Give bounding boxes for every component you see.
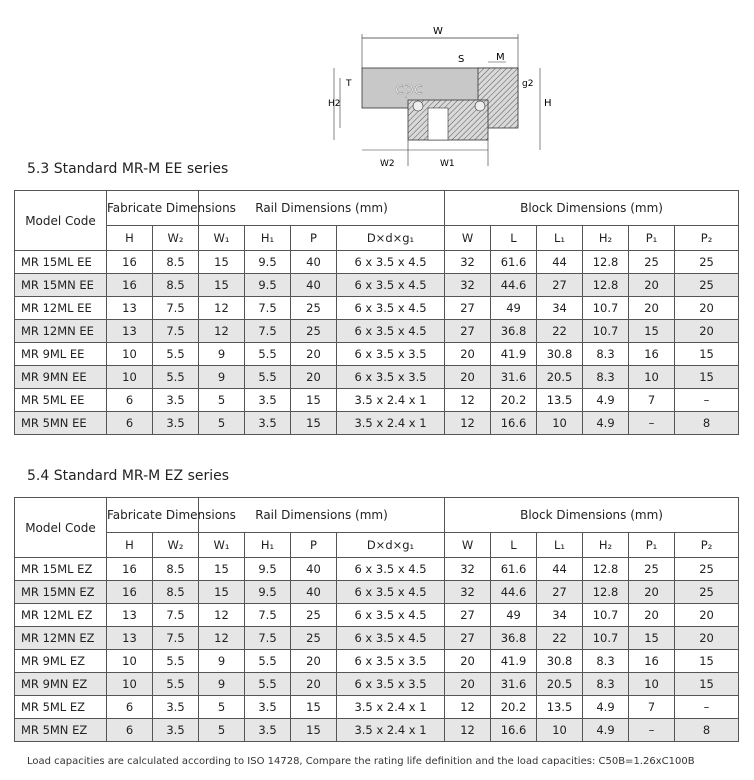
table-cell: 3.5 x 2.4 x 1	[337, 719, 445, 742]
table-cell: 8.3	[583, 343, 629, 366]
table-cell: 40	[291, 251, 337, 274]
label-h2: H2	[328, 99, 341, 109]
spec-table-ez	[14, 497, 739, 742]
table-cell: 25	[675, 251, 739, 274]
table-cell: 20	[675, 604, 739, 627]
table-row	[15, 650, 739, 673]
table-cell: 44	[537, 251, 583, 274]
table-cell: 15	[199, 581, 245, 604]
table-cell: 27	[445, 627, 491, 650]
column-header: D×d×g₁	[337, 226, 445, 251]
table-cell: 34	[537, 604, 583, 627]
table-row	[15, 719, 739, 742]
model-code-cell: MR 9ML EZ	[15, 650, 107, 673]
table-cell: 16	[629, 650, 675, 673]
table-cell: 4.9	[583, 412, 629, 435]
footnote: Load capacities are calculated according to ISO 14728, Compare the rating life definition and the load capacities: C50B=1.26xC100B	[27, 756, 695, 767]
table-cell: 12	[445, 719, 491, 742]
table-cell: 10	[107, 650, 153, 673]
table-cell: 15	[675, 343, 739, 366]
table-cell: 6 x 3.5 x 3.5	[337, 650, 445, 673]
table-cell: 5	[199, 696, 245, 719]
table-cell: 9	[199, 366, 245, 389]
table-cell: 6 x 3.5 x 4.5	[337, 581, 445, 604]
table-cell: 31.6	[491, 673, 537, 696]
table-cell: 20	[675, 320, 739, 343]
model-code-cell: MR 15MN EZ	[15, 581, 107, 604]
table-cell: 32	[445, 558, 491, 581]
column-header: L	[491, 226, 537, 251]
table-cell: –	[675, 696, 739, 719]
table-cell: 10	[107, 343, 153, 366]
column-header: L	[491, 533, 537, 558]
table-cell: 30.8	[537, 343, 583, 366]
column-header: D×d×g₁	[337, 533, 445, 558]
table-cell: 10	[537, 719, 583, 742]
header-model-code: Model Code	[15, 498, 107, 558]
table-cell: 8.5	[153, 251, 199, 274]
table-cell: 27	[537, 581, 583, 604]
table-cell: 3.5	[153, 389, 199, 412]
label-h: H	[544, 98, 552, 109]
table-cell: 6	[107, 412, 153, 435]
table-cell: 20	[629, 274, 675, 297]
table-cell: 13	[107, 627, 153, 650]
table-cell: 6 x 3.5 x 3.5	[337, 366, 445, 389]
table-cell: 9.5	[245, 558, 291, 581]
table-cell: 25	[675, 274, 739, 297]
column-header: P	[291, 226, 337, 251]
table-cell: 15	[675, 366, 739, 389]
model-code-cell: MR 15ML EZ	[15, 558, 107, 581]
table-cell: 9.5	[245, 274, 291, 297]
table-row	[15, 320, 739, 343]
table-cell: 27	[445, 297, 491, 320]
table-cell: 20.5	[537, 673, 583, 696]
table-row	[15, 343, 739, 366]
table-cell: 7.5	[245, 627, 291, 650]
table-cell: 31.6	[491, 366, 537, 389]
table-cell: 10	[537, 412, 583, 435]
table-cell: 20	[675, 297, 739, 320]
label-w1: W1	[440, 159, 455, 169]
table-cell: 15	[291, 389, 337, 412]
table-cell: 7.5	[153, 297, 199, 320]
table-cell: 5.5	[245, 650, 291, 673]
header-rail: Rail Dimensions (mm)	[199, 498, 445, 533]
table-cell: 12.8	[583, 581, 629, 604]
model-code-cell: MR 15MN EE	[15, 274, 107, 297]
table-cell: 15	[629, 320, 675, 343]
table-row	[15, 366, 739, 389]
table-cell: 9.5	[245, 251, 291, 274]
table-cell: 6 x 3.5 x 3.5	[337, 673, 445, 696]
table-cell: 15	[675, 673, 739, 696]
table-cell: 16.6	[491, 719, 537, 742]
table-cell: 16	[107, 558, 153, 581]
model-code-cell: MR 5MN EE	[15, 412, 107, 435]
table-row	[15, 673, 739, 696]
table-body	[15, 251, 739, 435]
label-m: M	[496, 52, 505, 63]
table-cell: 44.6	[491, 274, 537, 297]
table-row	[15, 412, 739, 435]
model-code-cell: MR 9MN EE	[15, 366, 107, 389]
table-row	[15, 627, 739, 650]
table-cell: 61.6	[491, 251, 537, 274]
table-cell: 8.5	[153, 581, 199, 604]
column-header: W	[445, 226, 491, 251]
table-cell: 7.5	[245, 297, 291, 320]
table-cell: 10.7	[583, 297, 629, 320]
table-cell: 6 x 3.5 x 4.5	[337, 274, 445, 297]
table-cell: 12.8	[583, 251, 629, 274]
table-cell: 5.5	[153, 366, 199, 389]
table-row	[15, 696, 739, 719]
table-cell: 20	[291, 673, 337, 696]
model-code-cell: MR 12MN EZ	[15, 627, 107, 650]
table-body	[15, 558, 739, 742]
model-code-cell: MR 12ML EZ	[15, 604, 107, 627]
table-cell: 7	[629, 389, 675, 412]
table-cell: 20	[291, 650, 337, 673]
table-cell: 3.5	[153, 412, 199, 435]
column-header: L₁	[537, 533, 583, 558]
table-cell: 20	[445, 343, 491, 366]
table-cell: 6	[107, 696, 153, 719]
header-cols-row	[15, 226, 739, 251]
table-cell: 3.5	[245, 719, 291, 742]
header-rail: Rail Dimensions (mm)	[199, 191, 445, 226]
table-cell: 13.5	[537, 389, 583, 412]
table-row	[15, 251, 739, 274]
table-cell: 7.5	[153, 320, 199, 343]
column-header: L₁	[537, 226, 583, 251]
table-cell: 13.5	[537, 696, 583, 719]
table-cell: 8	[675, 719, 739, 742]
table-cell: 20.5	[537, 366, 583, 389]
table-cell: 7.5	[153, 604, 199, 627]
table-cell: 40	[291, 274, 337, 297]
table-cell: 5	[199, 412, 245, 435]
table-cell: 27	[537, 274, 583, 297]
column-header: P₂	[675, 226, 739, 251]
table-cell: 6 x 3.5 x 4.5	[337, 558, 445, 581]
table-cell: 36.8	[491, 320, 537, 343]
table-cell: 12.8	[583, 274, 629, 297]
table-cell: 6 x 3.5 x 4.5	[337, 604, 445, 627]
table-cell: 32	[445, 581, 491, 604]
table-cell: 6	[107, 719, 153, 742]
table-cell: 20	[445, 650, 491, 673]
table-cell: 3.5	[245, 412, 291, 435]
column-header: W	[445, 533, 491, 558]
ball-right	[475, 101, 485, 111]
table-cell: 3.5	[245, 389, 291, 412]
table-cell: 9	[199, 343, 245, 366]
column-header: H₂	[583, 226, 629, 251]
column-header: W₂	[153, 533, 199, 558]
table-cell: 15	[199, 251, 245, 274]
column-header: W₂	[153, 226, 199, 251]
table-cell: 36.8	[491, 627, 537, 650]
label-t: T	[346, 79, 352, 89]
table-row	[15, 558, 739, 581]
table-cell: 3.5 x 2.4 x 1	[337, 412, 445, 435]
column-header: P	[291, 533, 337, 558]
section-title-ez: 5.4 Standard MR-M EZ series	[27, 468, 230, 484]
table-cell: 5.5	[153, 673, 199, 696]
table-cell: 15	[199, 558, 245, 581]
table-cell: 25	[291, 320, 337, 343]
table-cell: 6 x 3.5 x 4.5	[337, 297, 445, 320]
table-cell: 41.9	[491, 650, 537, 673]
table-row	[15, 274, 739, 297]
table-cell: 4.9	[583, 389, 629, 412]
table-cell: –	[629, 719, 675, 742]
header-cols-row	[15, 533, 739, 558]
table-cell: 34	[537, 297, 583, 320]
table-cell: 20	[629, 604, 675, 627]
table-cell: 8.5	[153, 558, 199, 581]
table-cell: 13	[107, 297, 153, 320]
table-cell: 32	[445, 251, 491, 274]
table-cell: 12	[199, 297, 245, 320]
table-cell: 49	[491, 297, 537, 320]
model-code-cell: MR 5ML EZ	[15, 696, 107, 719]
table-cell: 5.5	[153, 343, 199, 366]
table-cell: 10	[107, 366, 153, 389]
table-cell: 41.9	[491, 343, 537, 366]
table-cell: 6 x 3.5 x 4.5	[337, 320, 445, 343]
table-cell: 20.2	[491, 389, 537, 412]
column-header: P₂	[675, 533, 739, 558]
table-cell: 8	[675, 412, 739, 435]
table-cell: 12	[199, 627, 245, 650]
table-cell: 27	[445, 604, 491, 627]
table-cell: 4.9	[583, 719, 629, 742]
table-cell: 25	[629, 558, 675, 581]
table-cell: 25	[629, 251, 675, 274]
table-row	[15, 389, 739, 412]
table-row	[15, 604, 739, 627]
label-w: W	[433, 26, 443, 37]
table-cell: 12	[199, 604, 245, 627]
table-cell: 10	[629, 673, 675, 696]
model-code-cell: MR 12ML EE	[15, 297, 107, 320]
table-cell: 7.5	[245, 604, 291, 627]
table-cell: 3.5 x 2.4 x 1	[337, 389, 445, 412]
table-row	[15, 581, 739, 604]
table-cell: 22	[537, 627, 583, 650]
column-header: H₁	[245, 226, 291, 251]
table-cell: 40	[291, 558, 337, 581]
table-cell: 25	[675, 581, 739, 604]
table-cell: 20	[629, 581, 675, 604]
table-cell: 12	[199, 320, 245, 343]
table-cell: 16	[629, 343, 675, 366]
model-code-cell: MR 5MN EZ	[15, 719, 107, 742]
table-cell: 5	[199, 719, 245, 742]
table-cell: 20.2	[491, 696, 537, 719]
table-cell: 8.5	[153, 274, 199, 297]
column-header: W₁	[199, 533, 245, 558]
table-cell: 9	[199, 650, 245, 673]
table-cell: 12	[445, 412, 491, 435]
table-cell: 6 x 3.5 x 4.5	[337, 251, 445, 274]
table-cell: 7.5	[245, 320, 291, 343]
label-w2: W2	[380, 159, 395, 169]
table-cell: 9.5	[245, 581, 291, 604]
table-cell: 7	[629, 696, 675, 719]
table-cell: 10	[629, 366, 675, 389]
table-cell: 9	[199, 673, 245, 696]
table-cell: 20	[291, 366, 337, 389]
header-block: Block Dimensions (mm)	[445, 498, 739, 533]
column-header: H₁	[245, 533, 291, 558]
table-cell: 20	[675, 627, 739, 650]
table-cell: 25	[291, 604, 337, 627]
table-cell: 16	[107, 274, 153, 297]
table-cell: 25	[291, 297, 337, 320]
table-cell: –	[629, 412, 675, 435]
column-header: H₂	[583, 533, 629, 558]
table-cell: 7.5	[153, 627, 199, 650]
table-cell: 20	[445, 366, 491, 389]
cross-section-diagram	[300, 20, 560, 180]
table-cell: 3.5	[153, 696, 199, 719]
model-code-cell: MR 5ML EE	[15, 389, 107, 412]
table-cell: 22	[537, 320, 583, 343]
table-cell: 44	[537, 558, 583, 581]
table-cell: 15	[291, 719, 337, 742]
model-code-cell: MR 12MN EE	[15, 320, 107, 343]
table-cell: 5.5	[245, 343, 291, 366]
table-cell: 3.5	[153, 719, 199, 742]
column-header: W₁	[199, 226, 245, 251]
table-cell: 3.5	[245, 696, 291, 719]
table-cell: 8.3	[583, 650, 629, 673]
table-cell: 12	[445, 696, 491, 719]
label-g2: g2	[522, 79, 534, 89]
header-fabricate: Fabricate Dimensions	[107, 191, 199, 226]
table-cell: 10	[107, 673, 153, 696]
table-cell: 15	[199, 274, 245, 297]
table-cell: 61.6	[491, 558, 537, 581]
ball-left	[413, 101, 423, 111]
table-cell: 27	[445, 320, 491, 343]
table-cell: 10.7	[583, 604, 629, 627]
table-cell: 5.5	[245, 366, 291, 389]
model-code-cell: MR 15ML EE	[15, 251, 107, 274]
table-cell: 20	[291, 343, 337, 366]
table-cell: 13	[107, 604, 153, 627]
table-cell: 49	[491, 604, 537, 627]
table-cell: 6 x 3.5 x 4.5	[337, 627, 445, 650]
table-cell: 15	[675, 650, 739, 673]
table-cell: 15	[291, 696, 337, 719]
table-cell: 12.8	[583, 558, 629, 581]
column-header: H	[107, 533, 153, 558]
table-cell: 16.6	[491, 412, 537, 435]
table-cell: 20	[445, 673, 491, 696]
column-header: P₁	[629, 533, 675, 558]
table-cell: 15	[291, 412, 337, 435]
table-cell: –	[675, 389, 739, 412]
table-cell: 3.5 x 2.4 x 1	[337, 696, 445, 719]
table-cell: 4.9	[583, 696, 629, 719]
table-cell: 8.3	[583, 366, 629, 389]
rail-bolt-hole	[428, 108, 448, 140]
table-cell: 16	[107, 251, 153, 274]
section-title-ee: 5.3 Standard MR-M EE series	[27, 161, 229, 177]
table-cell: 5.5	[153, 650, 199, 673]
table-cell: 8.3	[583, 673, 629, 696]
column-header: H	[107, 226, 153, 251]
header-block: Block Dimensions (mm)	[445, 191, 739, 226]
table-cell: 6 x 3.5 x 3.5	[337, 343, 445, 366]
table-row	[15, 297, 739, 320]
table-cell: 5.5	[245, 673, 291, 696]
table-cell: 6	[107, 389, 153, 412]
spec-table-ee	[14, 190, 739, 435]
header-model-code: Model Code	[15, 191, 107, 251]
table-cell: 12	[445, 389, 491, 412]
table-cell: 32	[445, 274, 491, 297]
table-cell: 25	[675, 558, 739, 581]
table-cell: 16	[107, 581, 153, 604]
column-header: P₁	[629, 226, 675, 251]
header-fabricate: Fabricate Dimensions	[107, 498, 199, 533]
label-s: S	[458, 54, 465, 65]
table-cell: 44.6	[491, 581, 537, 604]
model-code-cell: MR 9ML EE	[15, 343, 107, 366]
table-cell: 20	[629, 297, 675, 320]
table-cell: 40	[291, 581, 337, 604]
table-cell: 10.7	[583, 627, 629, 650]
cpc-logo: cpc	[395, 79, 423, 98]
table-cell: 10.7	[583, 320, 629, 343]
table-cell: 15	[629, 627, 675, 650]
table-cell: 13	[107, 320, 153, 343]
table-cell: 25	[291, 627, 337, 650]
model-code-cell: MR 9MN EZ	[15, 673, 107, 696]
table-cell: 30.8	[537, 650, 583, 673]
table-cell: 5	[199, 389, 245, 412]
